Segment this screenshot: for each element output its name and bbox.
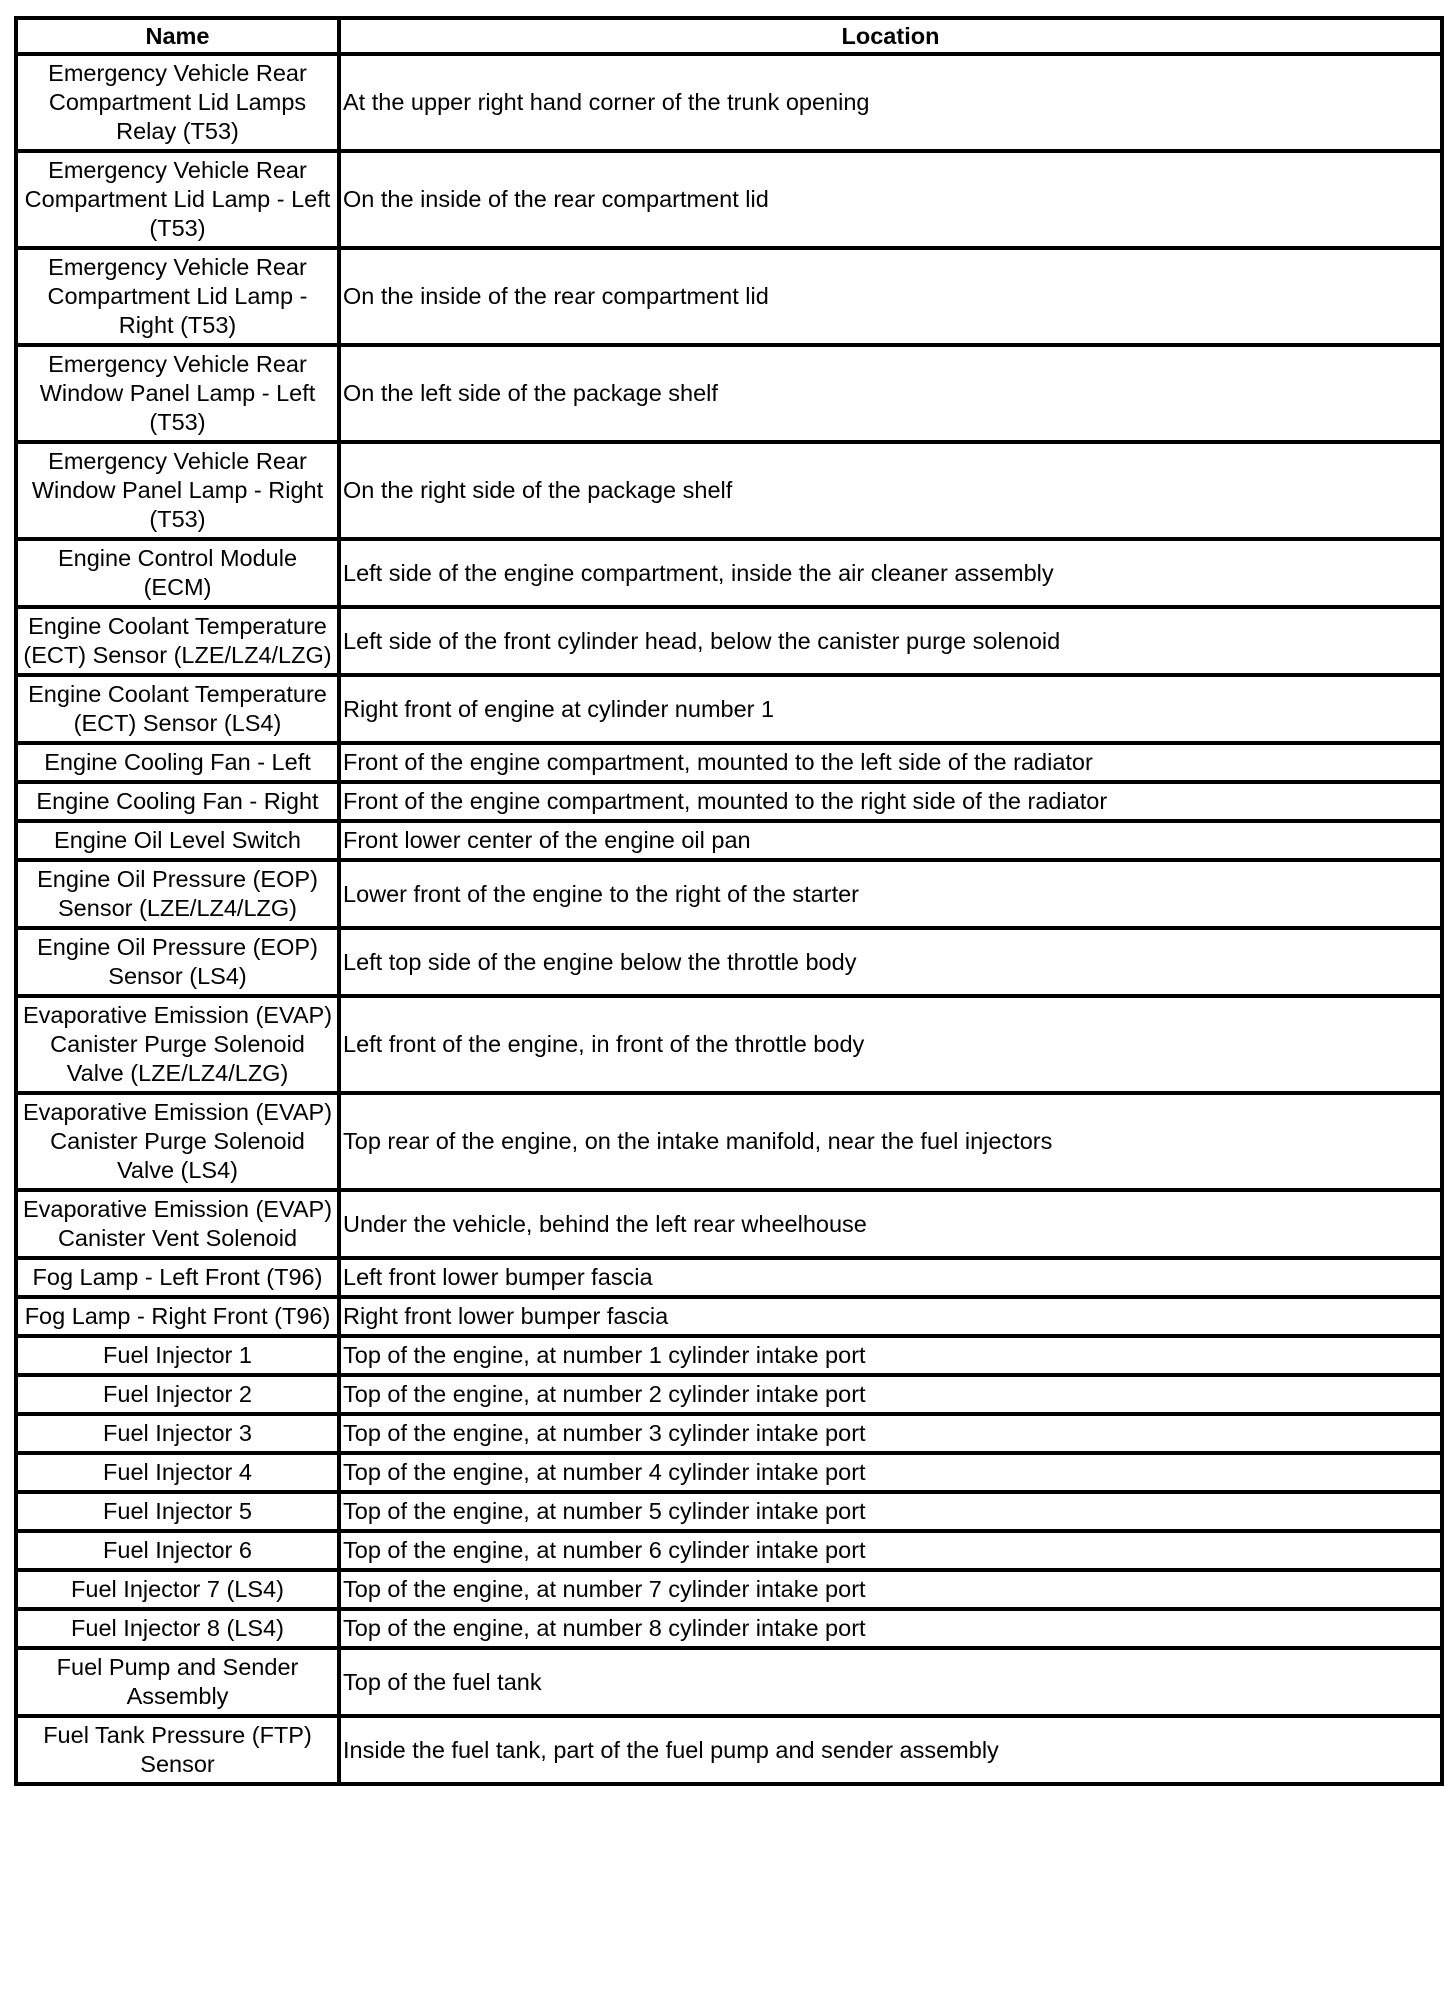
component-name-cell: Emergency Vehicle Rear Compartment Lid Lamp - Right (T53) xyxy=(16,248,339,345)
component-name-cell: Fuel Injector 2 xyxy=(16,1375,339,1414)
component-name-cell: Emergency Vehicle Rear Window Panel Lamp - Left (T53) xyxy=(16,345,339,442)
table-row xyxy=(16,1297,1442,1336)
component-name-cell: Fuel Injector 4 xyxy=(16,1453,339,1492)
component-name-cell: Fuel Injector 3 xyxy=(16,1414,339,1453)
component-name-cell: Evaporative Emission (EVAP) Canister Vent Solenoid xyxy=(16,1190,339,1258)
component-location-cell: Right front lower bumper fascia xyxy=(339,1297,1442,1336)
component-location-cell: At the upper right hand corner of the trunk opening xyxy=(339,54,1442,151)
table-row xyxy=(16,1093,1442,1190)
component-name-cell: Emergency Vehicle Rear Compartment Lid Lamp - Left (T53) xyxy=(16,151,339,248)
component-name-cell: Evaporative Emission (EVAP) Canister Purge Solenoid Valve (LS4) xyxy=(16,1093,339,1190)
component-name-cell: Fuel Injector 5 xyxy=(16,1492,339,1531)
component-name-cell: Fuel Pump and Sender Assembly xyxy=(16,1648,339,1716)
component-name-cell: Engine Cooling Fan - Left xyxy=(16,743,339,782)
component-location-cell: Right front of engine at cylinder number 1 xyxy=(339,675,1442,743)
component-location-cell: Top rear of the engine, on the intake manifold, near the fuel injectors xyxy=(339,1093,1442,1190)
component-name-cell: Fuel Tank Pressure (FTP) Sensor xyxy=(16,1716,339,1784)
table-row xyxy=(16,539,1442,607)
table-header xyxy=(16,18,1442,54)
component-location-cell: Left top side of the engine below the throttle body xyxy=(339,928,1442,996)
component-location-cell: On the inside of the rear compartment lid xyxy=(339,248,1442,345)
component-name-cell: Engine Coolant Temperature (ECT) Sensor (LZE/LZ4/LZG) xyxy=(16,607,339,675)
component-location-cell: Top of the engine, at number 4 cylinder intake port xyxy=(339,1453,1442,1492)
component-location-cell: Top of the engine, at number 2 cylinder intake port xyxy=(339,1375,1442,1414)
table-row xyxy=(16,860,1442,928)
table-row xyxy=(16,1492,1442,1531)
component-location-cell: On the inside of the rear compartment lid xyxy=(339,151,1442,248)
component-name-cell: Engine Oil Pressure (EOP) Sensor (LZE/LZ4/LZG) xyxy=(16,860,339,928)
component-name-cell: Engine Oil Level Switch xyxy=(16,821,339,860)
table-row xyxy=(16,1375,1442,1414)
table-row xyxy=(16,1453,1442,1492)
table-row xyxy=(16,1258,1442,1297)
component-location-cell: Lower front of the engine to the right of the starter xyxy=(339,860,1442,928)
table-body xyxy=(16,54,1442,1784)
table-row xyxy=(16,1414,1442,1453)
table-row xyxy=(16,782,1442,821)
table-row xyxy=(16,821,1442,860)
column-header-location: Location xyxy=(339,18,1442,54)
table-row xyxy=(16,1609,1442,1648)
table-row xyxy=(16,743,1442,782)
column-header-name: Name xyxy=(16,18,339,54)
component-location-cell: Top of the engine, at number 8 cylinder intake port xyxy=(339,1609,1442,1648)
table-row xyxy=(16,345,1442,442)
component-location-cell: On the right side of the package shelf xyxy=(339,442,1442,539)
component-location-cell: Top of the engine, at number 6 cylinder intake port xyxy=(339,1531,1442,1570)
component-location-cell: On the left side of the package shelf xyxy=(339,345,1442,442)
table-row xyxy=(16,151,1442,248)
table-row xyxy=(16,607,1442,675)
table-row xyxy=(16,1570,1442,1609)
table-row xyxy=(16,1531,1442,1570)
component-name-cell: Engine Cooling Fan - Right xyxy=(16,782,339,821)
component-location-cell: Top of the fuel tank xyxy=(339,1648,1442,1716)
component-location-cell: Top of the engine, at number 3 cylinder intake port xyxy=(339,1414,1442,1453)
table-row xyxy=(16,1648,1442,1716)
component-name-cell: Engine Coolant Temperature (ECT) Sensor (LS4) xyxy=(16,675,339,743)
component-location-cell: Left front of the engine, in front of the throttle body xyxy=(339,996,1442,1093)
component-name-cell: Engine Control Module (ECM) xyxy=(16,539,339,607)
component-location-cell: Front of the engine compartment, mounted to the left side of the radiator xyxy=(339,743,1442,782)
component-location-table xyxy=(14,16,1444,1786)
component-location-cell: Top of the engine, at number 1 cylinder intake port xyxy=(339,1336,1442,1375)
table-row xyxy=(16,1336,1442,1375)
component-name-cell: Fuel Injector 7 (LS4) xyxy=(16,1570,339,1609)
component-location-cell: Left side of the engine compartment, inside the air cleaner assembly xyxy=(339,539,1442,607)
component-location-cell: Top of the engine, at number 7 cylinder intake port xyxy=(339,1570,1442,1609)
component-name-cell: Engine Oil Pressure (EOP) Sensor (LS4) xyxy=(16,928,339,996)
component-name-cell: Emergency Vehicle Rear Compartment Lid Lamps Relay (T53) xyxy=(16,54,339,151)
table-row xyxy=(16,1716,1442,1784)
component-location-cell: Top of the engine, at number 5 cylinder intake port xyxy=(339,1492,1442,1531)
table-row xyxy=(16,54,1442,151)
component-location-table-container xyxy=(14,16,1444,1786)
component-location-cell: Left side of the front cylinder head, below the canister purge solenoid xyxy=(339,607,1442,675)
table-row xyxy=(16,996,1442,1093)
table-row xyxy=(16,1190,1442,1258)
component-name-cell: Fuel Injector 1 xyxy=(16,1336,339,1375)
component-location-cell: Left front lower bumper fascia xyxy=(339,1258,1442,1297)
component-name-cell: Fog Lamp - Right Front (T96) xyxy=(16,1297,339,1336)
component-location-cell: Front lower center of the engine oil pan xyxy=(339,821,1442,860)
component-location-cell: Inside the fuel tank, part of the fuel pump and sender assembly xyxy=(339,1716,1442,1784)
header-row xyxy=(16,18,1442,54)
component-name-cell: Emergency Vehicle Rear Window Panel Lamp - Right (T53) xyxy=(16,442,339,539)
component-name-cell: Fuel Injector 6 xyxy=(16,1531,339,1570)
table-row xyxy=(16,248,1442,345)
table-row xyxy=(16,442,1442,539)
table-row xyxy=(16,928,1442,996)
component-name-cell: Fuel Injector 8 (LS4) xyxy=(16,1609,339,1648)
component-location-cell: Under the vehicle, behind the left rear wheelhouse xyxy=(339,1190,1442,1258)
table-row xyxy=(16,675,1442,743)
component-name-cell: Fog Lamp - Left Front (T96) xyxy=(16,1258,339,1297)
component-name-cell: Evaporative Emission (EVAP) Canister Purge Solenoid Valve (LZE/LZ4/LZG) xyxy=(16,996,339,1093)
component-location-cell: Front of the engine compartment, mounted to the right side of the radiator xyxy=(339,782,1442,821)
